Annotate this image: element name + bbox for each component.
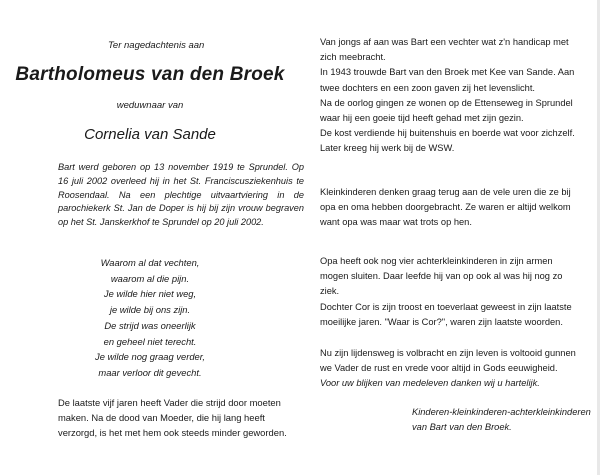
daughter-paragraph: Dochter Cor is zijn troost en toeverlaat geweest in zijn laatste moeilijke jaren. "Waar is Cor?", waren zijn laatste woorden.	[320, 302, 572, 328]
spouse-name: Cornelia van Sande	[84, 126, 216, 143]
biography-paragraph: Bart werd geboren op 13 november 1919 te Sprundel. Op 16 juli 2002 overleed hij in het St. Franciscusziekenhuis te Roosendaal. Na een plechtige uitvaartviering in de parochiekerk St. Jan de Doper is hij bij zijn vrouw begraven op het St. Janskerkhof te Sprundel op 20 juli 2002.	[58, 162, 304, 228]
intro-text: Ter nagedachtenis aan	[108, 40, 205, 51]
poem-line: waarom al die pijn.	[110, 272, 190, 284]
life-story-sentence-home: Na de oorlog gingen ze wonen op de Ettenseweg in Sprundel waar hij een goeie tijd heeft gehad met zijn gezin.	[320, 97, 573, 124]
poem-line: Je wilde hier niet weg,	[103, 288, 197, 300]
signature-line: van Bart van den Broek.	[412, 422, 512, 433]
life-story-paragraph	[320, 35, 582, 157]
farewell-paragraph: Nu zijn lijdensweg is volbracht en zijn leven is voltooid gunnen we Vader de rust en vrede voor altijd in Gods eeuwigheid.	[320, 348, 576, 374]
thanks-line: Voor uw blijken van medeleven danken wij u hartelijk.	[320, 378, 540, 388]
deceased-name: Bartholomeus van den Broek	[15, 64, 285, 85]
poem	[0, 255, 300, 381]
poem-line: De strijd was oneerlijk	[104, 319, 196, 331]
life-story-sentence-marriage: In 1943 trouwde Bart van den Broek met Kee van Sande. Aan twee dochters en een zoon gaven zij het levenslicht.	[320, 67, 575, 93]
signature-line: Kinderen-kleinkinderen-achterkleinkinderen	[412, 407, 591, 417]
poem-line: maar verloor dit gevecht.	[98, 366, 202, 378]
poem-line: Waarom al dat vechten,	[100, 257, 200, 268]
poem-line: Je wilde nog graag verder,	[95, 351, 205, 363]
great-grandchildren-paragraph: Opa heeft ook nog vier achterkleinkinderen in zijn armen mogen sluiten. Daar leefde hij van op ook al was hij nog zo ziek.	[320, 256, 563, 297]
poem-line: en geheel niet terecht.	[103, 335, 197, 347]
grandchildren-paragraph: Kleinkinderen denken graag terug aan de vele uren die ze bij opa en oma hebben doorgebracht. Ze waren er altijd welkom want opa was maar wat trots op hen.	[320, 187, 571, 228]
widower-text: weduwnaar van	[116, 100, 184, 111]
closing-paragraph: De laatste vijf jaren heeft Vader die strijd door moeten maken. Na de dood van Moeder, die hij lang heeft verzorgd, is het met hem ook steeds minder geworden.	[58, 397, 287, 439]
life-story-sentence-work: De kost verdiende hij buitenshuis en boerde wat voor zichzelf. Later kreeg hij werk bij de WSW.	[320, 128, 575, 154]
signature	[412, 405, 592, 435]
poem-line: je wilde bij ons zijn.	[109, 304, 191, 316]
life-story-sentence-handicap: Van jongs af aan was Bart een vechter wat z'n handicap met zich meebracht.	[320, 37, 569, 63]
